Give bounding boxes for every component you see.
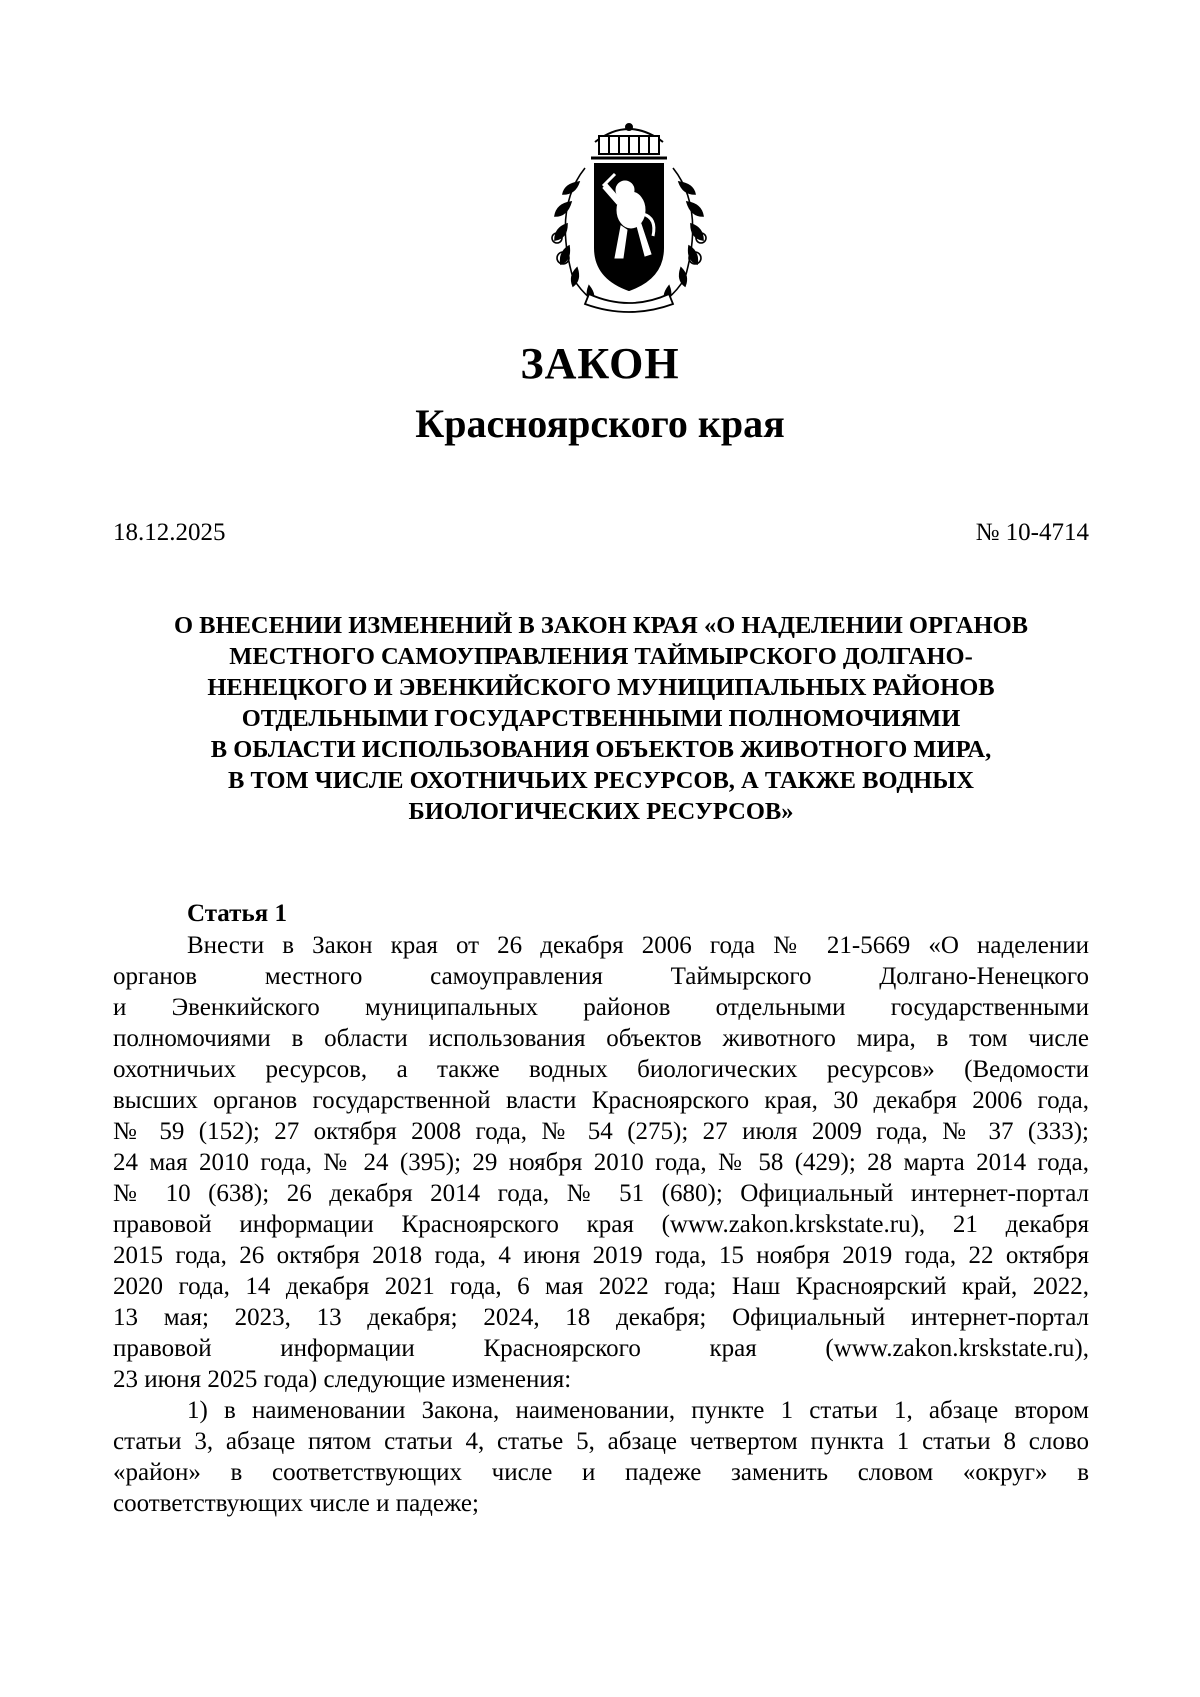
paragraph-line: правовой информации Красноярского края (www.zakon.krskstate.ru), 21 декабря [113,1211,1089,1238]
document-title: ЗАКОН [520,339,680,388]
coat-of-arms-emblem [533,118,725,318]
article-paragraph-2 [113,1395,1089,1519]
article-title: Статья 1 [187,900,287,927]
document-number: № 10-4714 [975,519,1089,546]
paragraph-line: 1) в наименовании Закона, наименовании, пункте 1 статьи 1, абзаце втором [187,1397,1089,1424]
paragraph-line: 23 июня 2025 года) следующие изменения: [113,1366,572,1393]
document-date: 18.12.2025 [113,519,226,546]
paragraph-line: 2015 года, 26 октября 2018 года, 4 июня 2019 года, 15 ноября 2019 года, 22 октября [113,1242,1089,1269]
heading-line: В ОБЛАСТИ ИСПОЛЬЗОВАНИЯ ОБЪЕКТОВ ЖИВОТНОГО МИРА, [210,736,992,763]
heading-line: О ВНЕСЕНИИ ИЗМЕНЕНИЙ В ЗАКОН КРАЯ «О НАДЕЛЕНИИ ОРГАНОВ [173,612,1029,639]
ribbon-icon [585,294,673,312]
paragraph-line: соответствующих числе и падеже; [113,1490,479,1517]
paragraph-line: 2020 года, 14 декабря 2021 года, 6 мая 2022 года; Наш Красноярский край, 2022, [113,1273,1089,1300]
paragraph-line: 13 мая; 2023, 13 декабря; 2024, 18 декабря; Официальный интернет-портал [113,1304,1089,1331]
paragraph-line: «район» в соответствующих числе и падеже заменить словом «округ» в [113,1459,1089,1486]
heading-line: В ТОМ ЧИСЛЕ ОХОТНИЧЬИХ РЕСУРСОВ, А ТАКЖЕ ВОДНЫХ [228,767,974,794]
paragraph-line: высших органов государственной власти Красноярского края, 30 декабря 2006 года, [113,1087,1089,1114]
paragraph-line: органов местного самоуправления Таймырского Долгано-Ненецкого [113,963,1089,990]
article-paragraph-1 [113,930,1089,1395]
paragraph-line: 24 мая 2010 года, № 24 (395); 29 ноября 2010 года, № 58 (429); 28 марта 2014 года, [113,1149,1089,1176]
paragraph-line: и Эвенкийского муниципальных районов отдельными государственными [113,994,1089,1021]
paragraph-line: № 59 (152); 27 октября 2008 года, № 54 (275); 27 июля 2009 года, № 37 (333); [113,1118,1089,1145]
paragraph-line: Внести в Закон края от 26 декабря 2006 года № 21-5669 «О наделении [187,932,1089,959]
heading-line: НЕНЕЦКОГО И ЭВЕНКИЙСКОГО МУНИЦИПАЛЬНЫХ РАЙОНОВ [207,674,995,701]
paragraph-line: полномочиями в области использования объектов животного мира, в том числе [113,1025,1089,1052]
heading-line: ОТДЕЛЬНЫМИ ГОСУДАРСТВЕННЫМИ ПОЛНОМОЧИЯМИ [241,705,961,732]
paragraph-line: № 10 (638); 26 декабря 2014 года, № 51 (680); Официальный интернет-портал [113,1180,1089,1207]
crown-icon [591,124,667,158]
heading-line: БИОЛОГИЧЕСКИХ РЕСУРСОВ» [408,798,794,825]
document-subtitle: Красноярского края [415,401,785,446]
heading-line: МЕСТНОГО САМОУПРАВЛЕНИЯ ТАЙМЫРСКОГО ДОЛГАНО- [229,643,973,670]
paragraph-line: статьи 3, абзаце пятом статьи 4, статье 5, абзаце четвертом пункта 1 статьи 8 слово [113,1428,1089,1455]
paragraph-line: охотничьих ресурсов, а также водных биологических ресурсов» (Ведомости [113,1056,1089,1083]
paragraph-line: правовой информации Красноярского края (www.zakon.krskstate.ru), [113,1335,1089,1362]
law-heading [113,610,1089,827]
